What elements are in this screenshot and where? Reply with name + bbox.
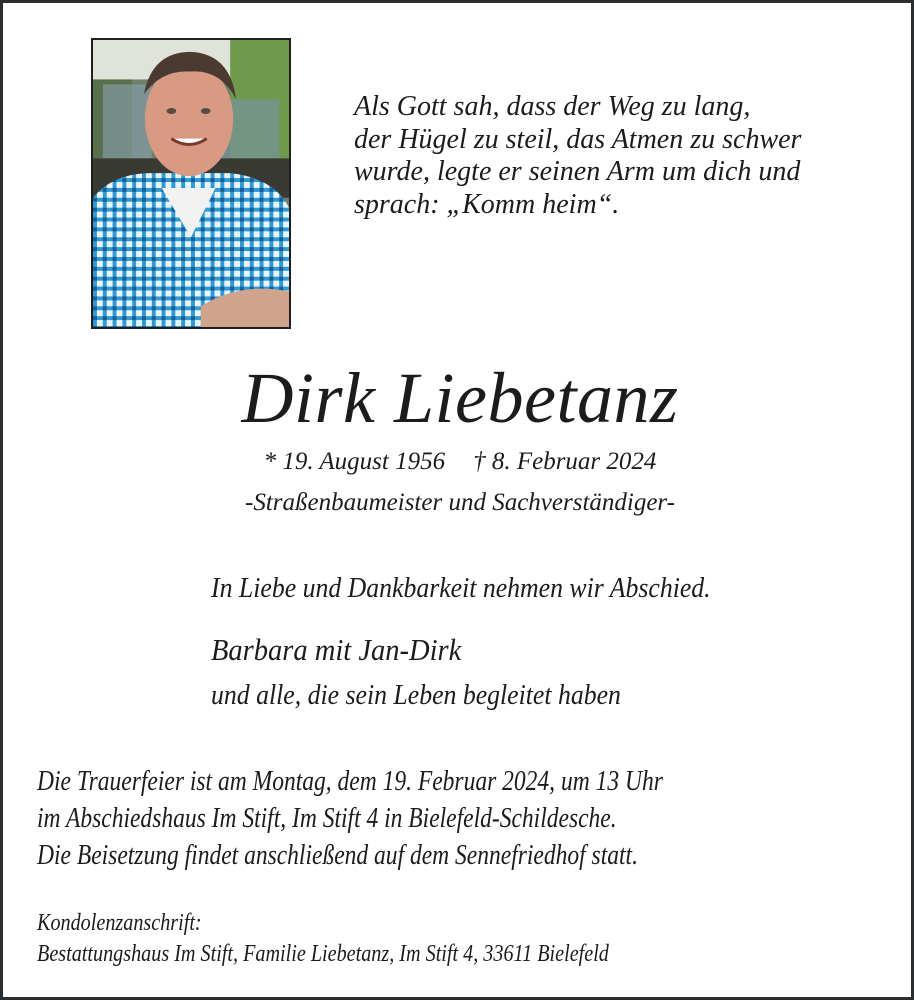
death-date: † 8. Februar 2024 <box>473 448 657 475</box>
service-line: Die Trauerfeier ist am Montag, dem 19. Februar 2024, um 13 Uhr <box>37 766 663 797</box>
profession: -Straßenbaumeister und Sachverständiger- <box>245 489 675 516</box>
condolence-address <box>37 908 609 970</box>
service-line: Die Beisetzung findet anschließend auf dem Sennefriedhof statt. <box>37 840 638 871</box>
verse-line: wurde, legte er seinen Arm um dich und <box>354 156 801 187</box>
mourners-others: und alle, die sein Leben begleitet haben <box>211 680 621 711</box>
life-dates <box>3 446 914 478</box>
portrait-image-icon <box>93 40 289 327</box>
farewell-line: In Liebe und Dankbarkeit nehmen wir Abschied. <box>211 573 711 604</box>
funeral-service-info <box>37 763 663 874</box>
verse-line: Als Gott sah, dass der Weg zu lang, <box>354 91 751 122</box>
portrait-photo <box>91 38 291 329</box>
condolence-label: Kondolenzanschrift: <box>37 910 202 936</box>
verse-poem <box>354 91 894 221</box>
service-line: im Abschiedshaus Im Stift, Im Stift 4 in Bielefeld-Schildesche. <box>37 803 617 834</box>
verse-line: der Hügel zu steil, das Atmen zu schwer <box>354 123 802 155</box>
deceased-name: Dirk Liebetanz <box>241 358 679 438</box>
verse-line: sprach: „Komm heim“. <box>354 188 620 220</box>
condolence-address-line: Bestattungshaus Im Stift, Familie Liebetanz, Im Stift 4, 33611 Bielefeld <box>37 941 609 967</box>
mourners-names: Barbara mit Jan-Dirk <box>211 632 462 667</box>
birth-date: * 19. August 1956 <box>263 448 446 475</box>
